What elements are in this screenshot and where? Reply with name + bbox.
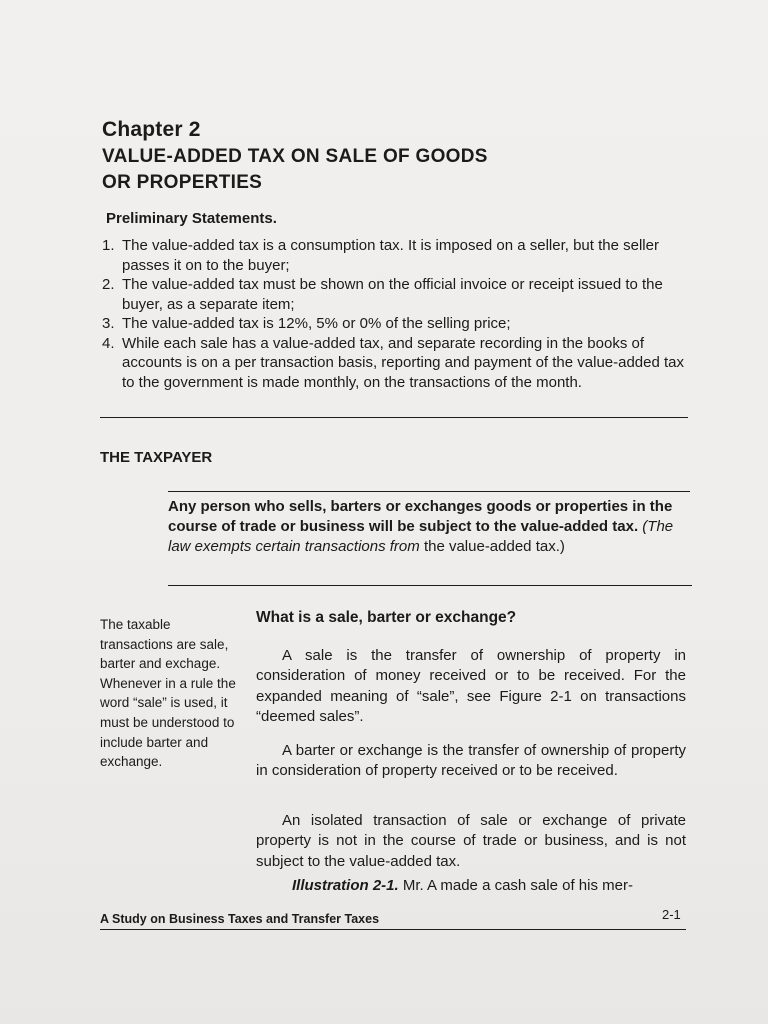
illustration-paragraph [292, 876, 688, 896]
preliminary-item [102, 314, 692, 334]
illustration-text: Mr. A made a cash sale of his mer- [402, 877, 633, 894]
item-text: The value-added tax is 12%, 5% or 0% of the selling price; [122, 315, 511, 332]
rule-tail-text: the value-added tax.) [423, 538, 565, 555]
taxpayer-rule-box [168, 497, 688, 557]
paragraph-text: A barter or exchange is the transfer of ownership of property in consideration of property received or to be received. [256, 742, 686, 780]
chapter-title-line-2: OR PROPERTIES [102, 172, 263, 193]
rule-bold-text: Any person who sells, barters or exchanges goods or properties in the course of trade or business will be subject to the value-added tax. [168, 498, 673, 535]
item-number: 2. [102, 276, 115, 293]
item-number: 1. [102, 237, 115, 254]
preliminary-heading: Preliminary Statements. [106, 210, 277, 227]
item-number: 4. [102, 334, 115, 352]
chapter-label: Chapter 2 [102, 118, 201, 141]
paragraph-text: An isolated transaction of sale or exchange of private property is not in the course of trade or business, and is not subject to the value-added tax. [256, 812, 686, 870]
sale-definition-paragraph [256, 646, 686, 727]
preliminary-item [102, 275, 692, 314]
preliminary-list [102, 236, 692, 392]
preliminary-item [102, 334, 692, 393]
illustration-label: Illustration 2-1. [292, 877, 399, 894]
sale-question-heading: What is a sale, barter or exchange? [256, 609, 517, 626]
footer-rule [100, 929, 686, 930]
taxpayer-heading: THE TAXPAYER [100, 449, 213, 466]
item-number: 3. [102, 315, 115, 332]
item-text: The value-added tax must be shown on the official invoice or receipt issued to the buyer, as a separate item; [122, 276, 663, 313]
paragraph-text: A sale is the transfer of ownership of property in consideration of money received or to be received. For the expanded meaning of “sale”, see Figure 2-1 on transactions “deemed sales”. [256, 647, 686, 725]
preliminary-item [102, 236, 692, 275]
isolated-transaction-paragraph [256, 811, 686, 872]
item-text: While each sale has a value-added tax, and separate recording in the books of accounts is on a per transaction basis, reporting and payment of the value-added tax to the government is made monthly, on the transactions of the month. [122, 334, 685, 391]
chapter-title [102, 144, 602, 196]
chapter-title-line-1: VALUE-ADDED TAX ON SALE OF GOODS [102, 146, 488, 167]
item-text: The value-added tax is a consumption tax. It is imposed on a seller, but the seller passes it on to the buyer; [122, 237, 659, 274]
footer-book-title: A Study on Business Taxes and Transfer Taxes [100, 912, 380, 926]
section-divider [100, 417, 688, 418]
barter-definition-paragraph [256, 741, 686, 782]
rule-box-top-line [168, 491, 690, 492]
rule-box-bottom-line [168, 585, 692, 586]
rule-italic-text: (The law exempts certain transactions from [168, 518, 674, 555]
footer-page-number: 2-1 [662, 907, 681, 922]
margin-note: The taxable transactions are sale, barter and exchage. Whenever in a rule the word “sale” is used, it must be understood to include barter and exchange. [100, 617, 236, 770]
